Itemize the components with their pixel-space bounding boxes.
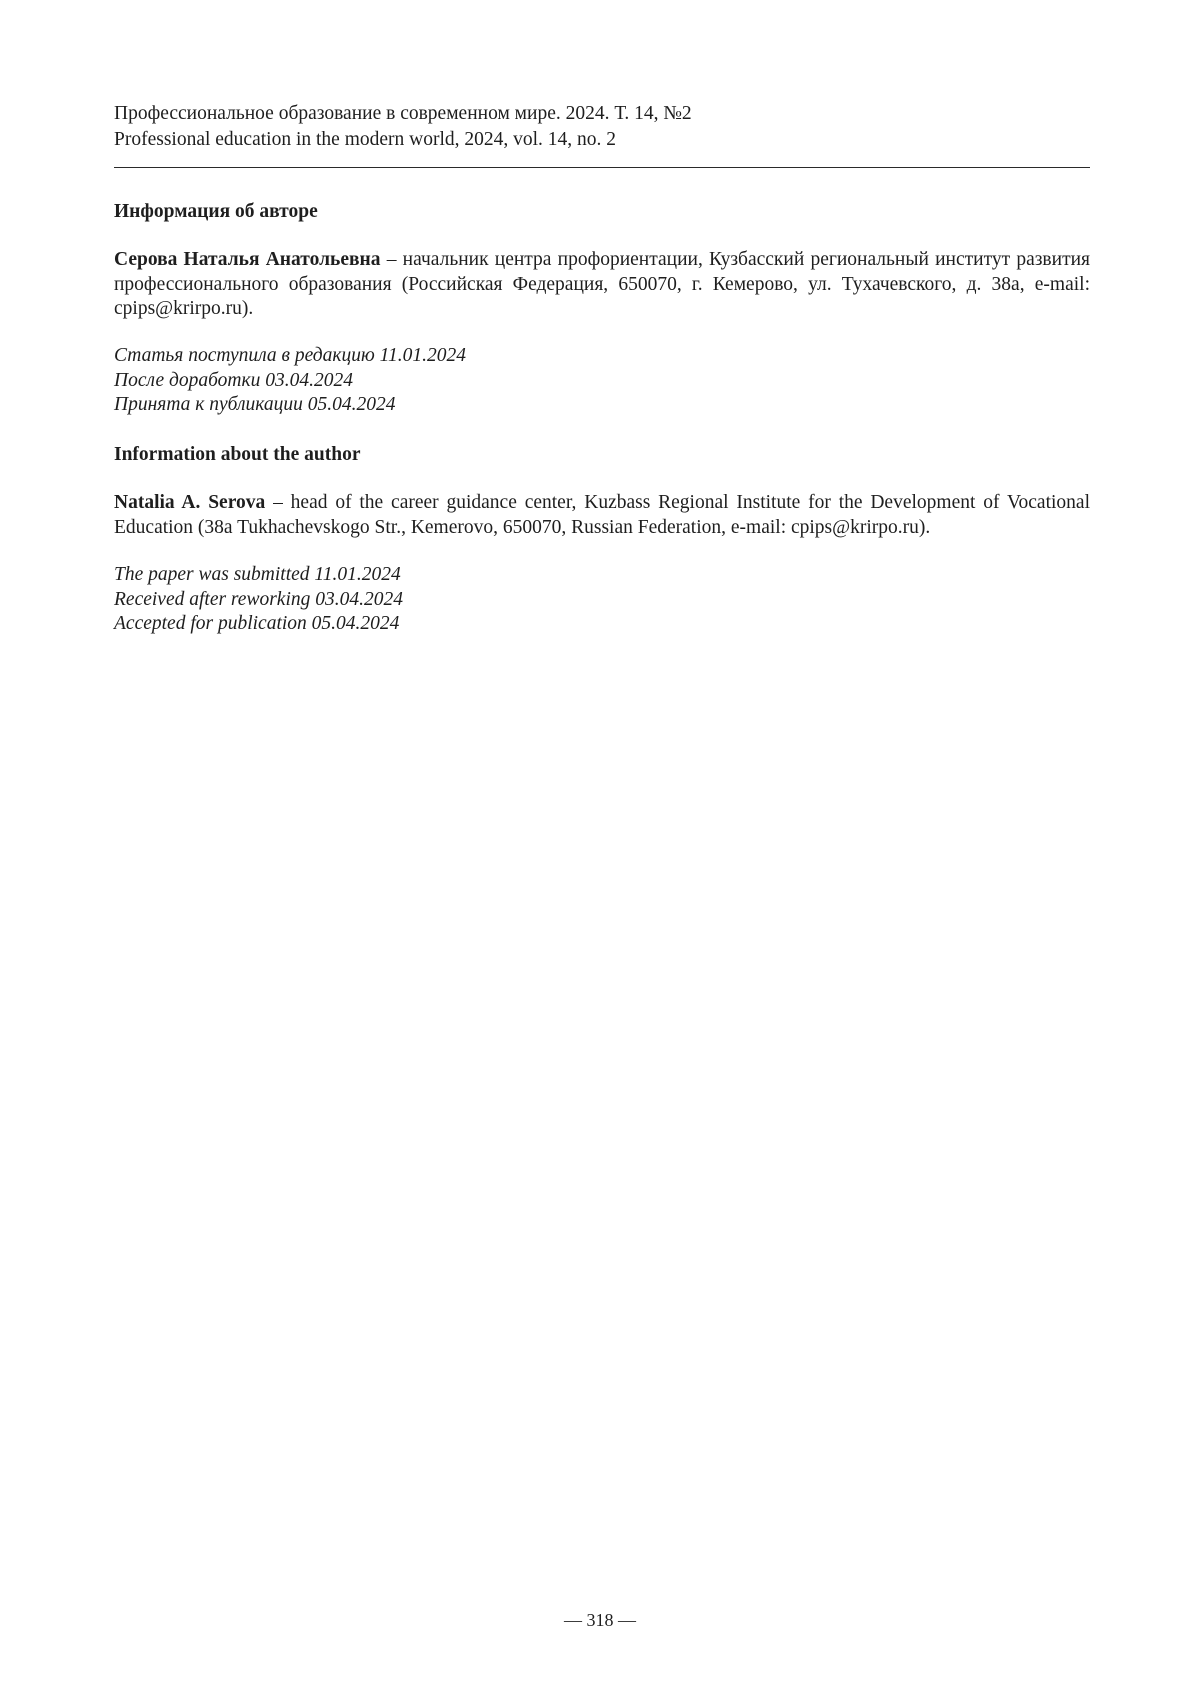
author-info-heading-ru: Информация об авторе — [114, 201, 318, 222]
date-revised-ru: После доработки 03.04.2024 — [114, 369, 353, 391]
date-accepted-ru: Принята к публикации 05.04.2024 — [114, 394, 396, 415]
running-header — [114, 101, 1090, 168]
date-submitted-ru: Статья поступила в редакцию 11.01.2024 — [114, 345, 466, 366]
author-description-ru: – начальник центра профориентации, Кузбасский региональный институт развития профессионального образования (Российская Федерация, 650070, г. Кемерово, ул. Тухачевского, д. 38а, e-mail: cpips@krirpo.ru). — [114, 249, 1090, 319]
author-name-en: Natalia A. Serova — [114, 492, 266, 513]
article-dates-ru — [114, 344, 1090, 418]
author-info-heading-en: Information about the author — [114, 444, 361, 465]
running-header-en: Professional education in the modern world, 2024, vol. 14, no. 2 — [114, 129, 617, 150]
running-header-ru: Профессиональное образование в современном мире. 2024. Т. 14, №2 — [114, 103, 692, 124]
author-info-paragraph-ru — [114, 248, 1090, 322]
header-rule — [114, 167, 1090, 168]
date-submitted-en: The paper was submitted 11.01.2024 — [114, 564, 401, 585]
date-accepted-en: Accepted for publication 05.04.2024 — [114, 613, 400, 634]
author-description-en: – head of the career guidance center, Kuzbass Regional Institute for the Development of Vocational Education (38a Tukhachevskogo Str., Kemerovo, 650070, Russian Federation, e-mail: cpips@krirpo.ru). — [114, 492, 1090, 538]
author-name-ru: Серова Наталья Анатольевна — [114, 249, 381, 270]
author-info-paragraph-en — [114, 491, 1090, 540]
page-content — [114, 101, 1090, 634]
date-revised-en: Received after reworking 03.04.2024 — [114, 588, 403, 610]
page-number: — 318 — — [564, 1610, 636, 1630]
article-dates-en — [114, 563, 1090, 637]
